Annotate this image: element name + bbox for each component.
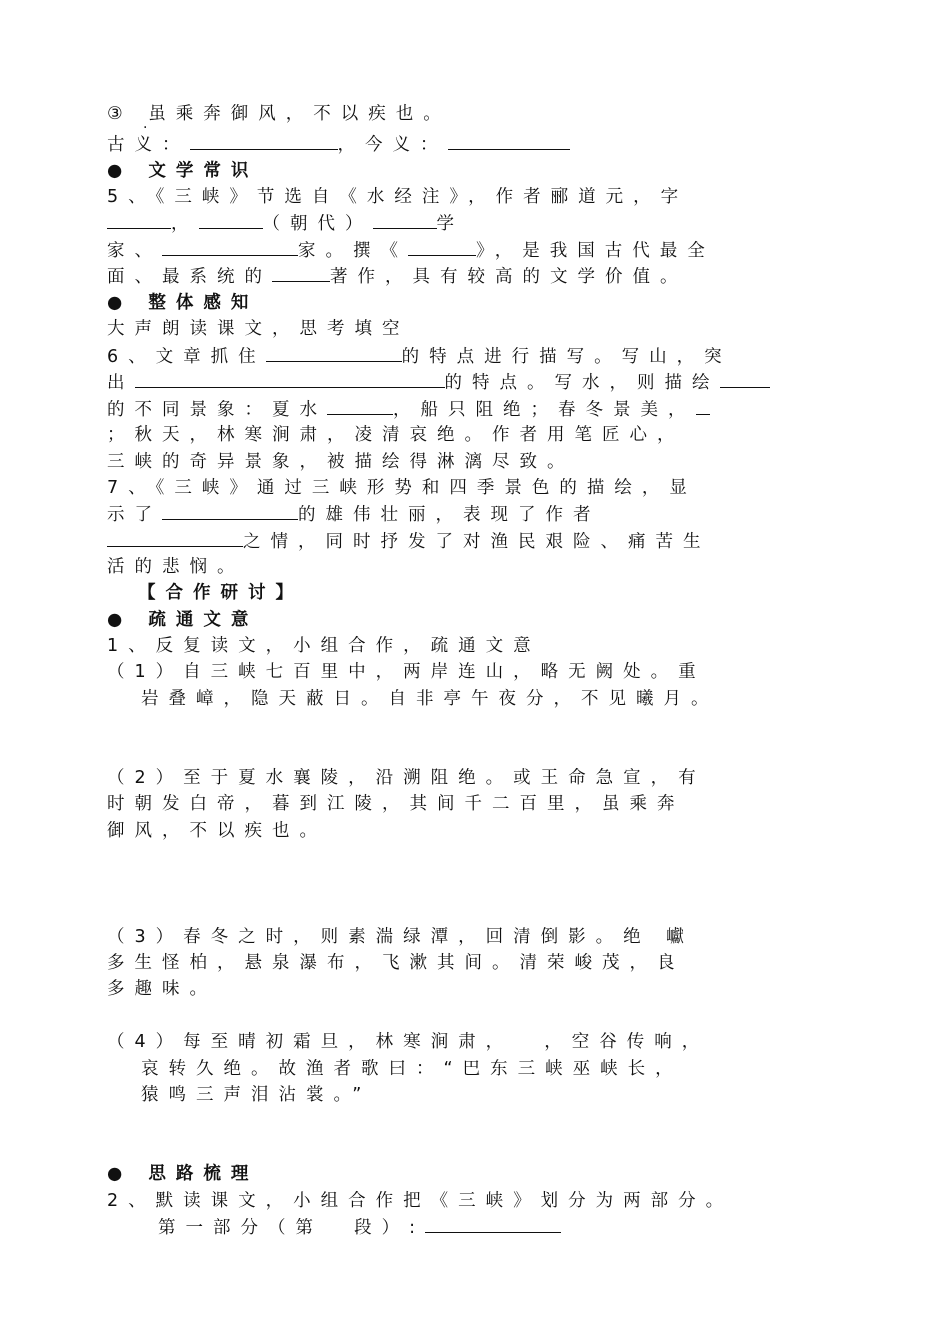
blank-part-1[interactable]	[425, 1214, 561, 1233]
text: 示了	[107, 505, 162, 525]
text: 》，是我国古代最全	[476, 241, 715, 261]
passage-3-line-3	[107, 976, 217, 1002]
passage-4-line-2	[141, 1056, 683, 1082]
blank-feature[interactable]	[266, 343, 402, 362]
text: ，	[171, 214, 199, 234]
text: 1、反复读文，小组合作，疏通文意	[107, 636, 541, 656]
text: ；秋天，林寒涧肃，凌清哀绝。作者用笔匠心，	[107, 425, 685, 445]
bullet-icon: ●	[107, 161, 133, 181]
passage-1-line-1	[107, 659, 706, 685]
text: 家。撰《	[298, 241, 408, 261]
text: 猿鸣三声泪沾裳。”	[141, 1085, 372, 1105]
text: 家、	[107, 241, 162, 261]
text: 御风，不以疾也。	[107, 821, 327, 841]
question-5-line-2	[107, 210, 464, 237]
passage-4-line-1	[107, 1029, 709, 1055]
text: 出	[107, 373, 135, 393]
text: 2、默读课文，小组合作把《三峡》划分为两部分。	[107, 1191, 734, 1211]
emphasis-dot-icon: ·	[143, 120, 156, 136]
text: 时朝发白帝，暮到江陵，其间千二百里，虽乘奔	[107, 794, 685, 814]
blank-summer-water[interactable]	[327, 396, 393, 415]
text: 岩叠嶂，隐天蔽日。自非亭午夜分，不见曦月。	[141, 689, 719, 709]
passage-3-line-2	[107, 950, 685, 976]
question-6-line-4	[107, 422, 685, 448]
heading-text: 文学常识	[148, 161, 259, 181]
heading-text: 疏通文意	[148, 610, 259, 630]
step-2-instruction	[107, 1188, 733, 1214]
section-heading-literature	[107, 158, 258, 184]
passage-3-line-1	[107, 924, 694, 950]
text: ，船只阻绝；春冬景美，	[393, 400, 696, 420]
blank-profession[interactable]	[162, 237, 298, 256]
text: 多生怪柏，悬泉瀑布，飞漱其间。清荣峻茂，良	[107, 953, 685, 973]
ancient-modern-meaning-line	[107, 131, 570, 158]
text: 大声朗读课文，思考填空	[107, 319, 410, 339]
passage-4-line-3	[141, 1082, 371, 1108]
blank-water-seasons[interactable]	[720, 369, 770, 388]
question-5-line-4	[107, 263, 688, 290]
bullet-icon: ●	[107, 293, 133, 313]
blank-work-type[interactable]	[272, 263, 330, 282]
text: 三峡的奇异景象，被描绘得淋漓尽致。	[107, 452, 575, 472]
question-7-line-1	[107, 475, 697, 501]
text: （4）每至晴初霜旦，林寒涧肃， ，空谷传响，	[107, 1032, 710, 1052]
heading-text: 整体感知	[148, 293, 259, 313]
question-6-line-3	[107, 396, 710, 423]
question-5-line-1	[107, 184, 688, 210]
text: 第一部分（第 段）:	[158, 1218, 426, 1238]
question-3-sentence	[107, 101, 451, 127]
bullet-icon: ●	[107, 1164, 133, 1184]
question-6-line-2	[107, 369, 770, 396]
cooperation-title	[138, 580, 303, 606]
question-5-line-3	[107, 237, 715, 264]
section-heading-overall	[107, 290, 258, 316]
text: 5、《三峡》节选自《水经注》，作者郦道元，字	[107, 187, 689, 207]
blank-book-title[interactable]	[408, 237, 476, 256]
text: （朝代）	[262, 214, 373, 234]
question-6-line-5	[107, 449, 575, 475]
passage-2-line-2	[107, 791, 685, 817]
blank-modern-meaning[interactable]	[448, 131, 570, 150]
bullet-icon: ●	[107, 610, 133, 630]
text: 古义：	[107, 135, 190, 155]
question-7-line-3	[107, 528, 711, 555]
text: 著作，具有较高的文学价值。	[330, 267, 688, 287]
blank-mountain-feature[interactable]	[135, 369, 445, 388]
step-1-instruction	[107, 633, 541, 659]
blank-scenery[interactable]	[162, 501, 298, 520]
text: ③ 虽乘奔御风，不以疾也。	[107, 104, 451, 124]
part-1-line	[158, 1214, 561, 1241]
text: 的雄伟壮丽，表现了作者	[298, 505, 601, 525]
text: 的特点进行描写。写山，突	[401, 347, 732, 367]
passage-1-line-2	[141, 686, 719, 712]
question-7-line-4	[107, 554, 245, 580]
question-6-line-1	[107, 343, 732, 370]
question-7-line-2	[107, 501, 601, 528]
text: 的特点。写水，则描绘	[444, 373, 720, 393]
text: 面、最系统的	[107, 267, 272, 287]
passage-2-line-3	[107, 818, 327, 844]
text: 学	[436, 214, 464, 234]
text: 的不同景象：夏水	[107, 400, 327, 420]
blank-dynasty[interactable]	[199, 210, 263, 229]
text: （3）春冬之时，则素湍绿潭，回清倒影。绝 巘	[107, 927, 694, 947]
text: ，今义：	[337, 135, 448, 155]
blank-ancient-meaning[interactable]	[190, 131, 338, 150]
blank-feeling[interactable]	[107, 528, 243, 547]
text: 之情，同时抒发了对渔民艰险、痛苦生	[243, 532, 711, 552]
text: 活的悲悯。	[107, 557, 245, 577]
read-instruction	[107, 316, 410, 342]
blank-scholar[interactable]	[373, 210, 437, 229]
blank-spring-winter[interactable]	[696, 396, 710, 415]
text: 6、文章抓住	[107, 347, 266, 367]
blank-courtesy-name[interactable]	[107, 210, 171, 229]
text: 哀转久绝。故渔者歌曰：“巴东三峡巫峡长，	[141, 1059, 683, 1079]
section-heading-idea	[107, 1161, 258, 1187]
text: （1）自三峡七百里中，两岸连山，略无阙处。重	[107, 662, 706, 682]
section-heading-smooth	[107, 607, 258, 633]
heading-text: 【合作研讨】	[138, 583, 303, 603]
heading-text: 思路梳理	[148, 1164, 259, 1184]
text: 多趣味。	[107, 979, 217, 999]
text: 7、《三峡》通过三峡形势和四季景色的描绘，显	[107, 478, 697, 498]
text: （2）至于夏水襄陵，沿溯阻绝。或王命急宣，有	[107, 768, 706, 788]
passage-2-line-1	[107, 765, 706, 791]
